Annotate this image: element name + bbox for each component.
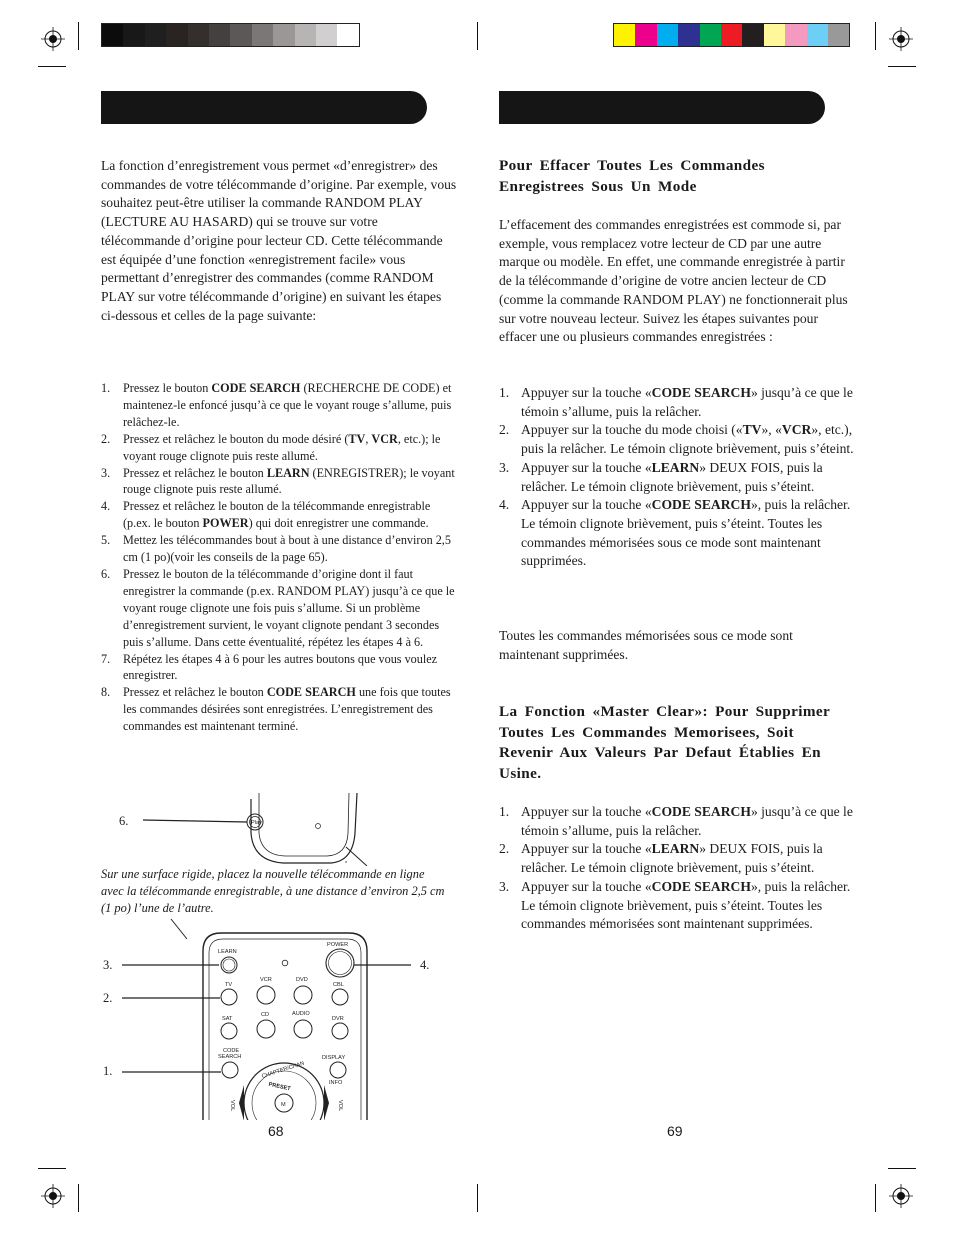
svg-text:POWER: POWER: [327, 942, 349, 948]
step-number: 3.: [499, 459, 510, 475]
registration-mark-icon: [889, 1184, 913, 1208]
step-text: Mettez les télécommandes bout à bout à une distance d’environ 2,5 cm (1 po)(voir les conseils de la page 65).: [123, 533, 451, 565]
color-swatch: [742, 24, 763, 46]
button-name: TV: [742, 422, 762, 438]
right-header-bar: [499, 91, 825, 124]
svg-text:6.: 6.: [119, 814, 129, 828]
left-intro: La fonction d’enregistrement vous permet «d’enregistrer» des commandes de votre télécommande d’origine. Par exemple, vous souhaitez peut-être utiliser la commande RANDOM PLAY (LECTURE AU HASARD) qui se trouve sur votre télécommande d’origine pour lecteur CD. Cette télécommande est équipée d’une fonction «enregistrement facile» vous permettant d’enregistrer des commandes (comme RANDOM PLAY sur votre télécommande d’origine) en suivant les étapes ci-dessous et celles de la page suivante:: [101, 158, 457, 323]
step-item: [101, 380, 457, 431]
button-name: LEARN: [266, 465, 310, 480]
audio-button: [294, 1020, 312, 1038]
step-number: 8.: [101, 685, 111, 700]
button-name: POWER: [202, 516, 249, 531]
step-text: une fois que toutes les commandes désirées sont enregistrées. L’enregistrement des commandes est maintenant terminé.: [123, 685, 451, 734]
button-name: CODE SEARCH: [211, 381, 301, 395]
step-item: [101, 498, 457, 532]
svg-text:TV: TV: [225, 982, 233, 988]
color-swatch: [678, 24, 699, 46]
svg-text:AUDIO: AUDIO: [292, 1011, 310, 1017]
right-heading-1: Pour Effacer Toutes Les Commandes Enregistrees Sous Un Mode: [499, 157, 765, 195]
step-text: (ENREGISTRER); le voyant rouge clignote puis reste allumé.: [123, 465, 455, 497]
button-name: TV: [348, 431, 366, 446]
step-text: Appuyer sur la touche «: [521, 804, 652, 819]
dvr-button: [332, 1023, 348, 1039]
step-number: 6.: [101, 566, 111, 581]
color-swatch: [295, 24, 316, 46]
step-item: [101, 566, 457, 651]
svg-text:VOL: VOL: [337, 1100, 343, 1112]
right-heading-2: La Fonction «Master Clear»: Pour Supprimer Toutes Les Commandes Memorisees, Soit Revenir Aux Valeurs Par Defaut Établies En Usine.: [499, 703, 830, 782]
color-swatch: [614, 24, 635, 46]
code-search-button: [222, 1062, 238, 1078]
color-swatch: [337, 24, 358, 46]
svg-text:VOL: VOL: [229, 1100, 235, 1112]
step-text: Pressez et relâchez le bouton: [123, 465, 267, 480]
color-swatch: [166, 24, 187, 46]
step-item: [101, 684, 457, 735]
right-after-text: Toutes les commandes mémorisées sous ce mode sont maintenant supprimées.: [499, 628, 793, 662]
step-text: » jusqu’à ce que le témoin s’allume, puis la relâcher.: [521, 804, 853, 838]
color-swatch: [123, 24, 144, 46]
color-swatch: [807, 24, 828, 46]
right-steps-list-1: [499, 384, 855, 571]
step-number: 4.: [101, 499, 111, 514]
button-name: CODE SEARCH: [651, 878, 751, 894]
svg-text:Play: Play: [251, 820, 262, 826]
step-number: 1.: [101, 381, 111, 395]
step-number: 1.: [499, 804, 510, 819]
step-text: » jusqu’à ce que le témoin s’allume, puis la relâcher.: [521, 385, 853, 419]
color-swatch: [273, 24, 294, 46]
svg-text:INFO: INFO: [329, 1080, 343, 1086]
svg-text:1.: 1.: [103, 1064, 113, 1078]
original-remote-outline: [251, 793, 357, 863]
step-number: 3.: [499, 878, 510, 894]
color-swatch: [785, 24, 806, 46]
color-swatch: [209, 24, 230, 46]
svg-text:VCR: VCR: [260, 977, 272, 983]
color-bar: [613, 23, 850, 47]
registration-mark-icon: [889, 27, 913, 51]
svg-text:DVR: DVR: [332, 1016, 344, 1022]
step-text: Pressez le bouton: [123, 381, 212, 395]
grayscale-bar: [101, 23, 360, 47]
step-number: 4.: [499, 497, 510, 513]
step-text: Appuyer sur la touche «: [521, 385, 652, 400]
svg-text:SEARCH: SEARCH: [218, 1054, 242, 1060]
svg-text:PRESET: PRESET: [267, 1081, 292, 1093]
step-item: [101, 651, 457, 685]
color-swatch: [828, 24, 849, 46]
svg-text:CD: CD: [261, 1012, 270, 1018]
step-item: [499, 421, 855, 458]
step-item: [499, 459, 855, 496]
sat-button: [221, 1023, 237, 1039]
step-item: [499, 803, 855, 840]
color-swatch: [700, 24, 721, 46]
svg-text:M: M: [281, 1102, 286, 1108]
tv-button: [221, 989, 237, 1005]
step-text: », puis la relâcher. Le témoin clignote brièvement, puis s’éteint. Toutes les commandes mémorisées sont maintenant supprimées.: [521, 878, 851, 932]
left-caption: Sur une surface rigide, placez la nouvelle télécommande en ligne avec la télécommande enregistrable, à une distance d’environ 2,5 cm (1 po) l’une de l’autre.: [101, 866, 446, 918]
button-name: CODE SEARCH: [651, 497, 751, 513]
step-text: Pressez et relâchez le bouton de la télécommande enregistrable (p.ex. le bouton: [123, 499, 431, 531]
step-item: [499, 840, 855, 877]
step-text: , etc.); le voyant rouge clignote puis reste allumé.: [123, 431, 441, 463]
svg-text:CBL: CBL: [333, 982, 344, 988]
step-text: Appuyer sur la touche «: [521, 459, 652, 475]
svg-text:2.: 2.: [103, 991, 113, 1005]
svg-text:CODE: CODE: [223, 1048, 240, 1054]
svg-text:SAT: SAT: [222, 1016, 233, 1022]
indicator-led-icon: [282, 960, 288, 966]
step-text: Appuyer sur la touche du mode choisi («: [521, 422, 743, 438]
svg-text:DVD: DVD: [296, 977, 308, 983]
step-text: », puis la relâcher. Le témoin clignote brièvement, puis s’éteint. Toutes les commandes mémorisées sous ce mode sont maintenant supprimées.: [521, 497, 851, 569]
svg-text:4.: 4.: [420, 958, 430, 972]
cbl-button: [332, 989, 348, 1005]
step-number: 3.: [101, 465, 111, 480]
learning-remote-outline: [203, 933, 367, 1120]
remote-illustration: [95, 785, 470, 1120]
svg-text:DISPLAY: DISPLAY: [322, 1055, 346, 1061]
step-item: [101, 532, 457, 566]
right-steps-list-2: [499, 803, 855, 934]
color-swatch: [102, 24, 123, 46]
color-swatch: [721, 24, 742, 46]
step-number: 1.: [499, 385, 510, 400]
left-steps-list: [101, 380, 457, 735]
svg-text:3.: 3.: [103, 958, 113, 972]
step-text: Pressez le bouton de la télécommande d’origine dont il faut enregistrer la commande (p.ex. RANDOM PLAY) jusqu’à ce que le voyant rouge clignote une fois puis s’allume. Si un problème d’enregistrement survient, le voyant clignote pendant 3 secondes puis s’allume. Dans cette éventualité, répétez les étapes 4 à 6.: [123, 566, 455, 649]
step-number: 2.: [499, 841, 510, 857]
step-text: Appuyer sur la touche «: [521, 497, 652, 513]
color-swatch: [316, 24, 337, 46]
dvd-button: [294, 986, 312, 1004]
color-swatch: [657, 24, 678, 46]
step-text: Pressez et relâchez le bouton du mode désiré (: [123, 431, 349, 446]
power-button: [326, 949, 354, 977]
step-item: [499, 496, 855, 571]
button-name: LEARN: [651, 841, 700, 857]
step-number: 2.: [101, 431, 111, 446]
button-name: CODE SEARCH: [266, 685, 356, 700]
color-swatch: [230, 24, 251, 46]
cd-button: [257, 1020, 275, 1038]
button-name: CODE SEARCH: [651, 385, 751, 400]
step-text: Pressez et relâchez le bouton: [123, 685, 267, 700]
button-name: VCR: [371, 431, 398, 446]
step-text: Appuyer sur la touche «: [521, 841, 652, 857]
button-name: LEARN: [651, 459, 700, 475]
step-text: » DEUX FOIS, puis la relâcher. Le témoin clignote brièvement, puis s’éteint.: [521, 841, 823, 876]
step-text: (RECHERCHE DE CODE) et maintenez-le enfoncé jusqu’à ce que le voyant rouge s’allume, puis relâchez-le.: [123, 381, 452, 429]
color-swatch: [188, 24, 209, 46]
step-text: Appuyer sur la touche «: [521, 878, 652, 894]
vcr-button: [257, 986, 275, 1004]
learn-button: [221, 957, 237, 973]
color-swatch: [635, 24, 656, 46]
step-item: [499, 878, 855, 934]
step-text: », «: [761, 422, 782, 438]
display-button: [330, 1062, 346, 1078]
step-item: [101, 431, 457, 465]
page-number-69: 69: [667, 1123, 683, 1139]
step-text: » DEUX FOIS, puis la relâcher. Le témoin clignote brièvement, puis s’éteint.: [521, 459, 823, 494]
left-header-bar: [101, 91, 427, 124]
svg-text:LEARN: LEARN: [218, 949, 237, 955]
step-number: 5.: [101, 533, 111, 548]
color-swatch: [252, 24, 273, 46]
button-name: CODE SEARCH: [651, 804, 751, 819]
step-item: [499, 384, 855, 421]
step-text: », etc.), puis la relâcher. Le témoin clignote brièvement, puis s’éteint.: [521, 422, 854, 457]
registration-mark-icon: [41, 27, 65, 51]
step-item: [101, 465, 457, 499]
step-text: ) qui doit enregistrer une commande.: [248, 516, 429, 531]
step-text: ,: [365, 431, 372, 446]
svg-text:CHAPTER/CHAN: CHAPTER/CHAN: [261, 1060, 306, 1080]
step-number: 7.: [101, 651, 111, 666]
right-intro: L’effacement des commandes enregistrées est commode si, par exemple, vous remplacez votre lecteur de CD par une autre marque ou modèle. En effet, une commande enregistrée à partir de la télécommande d’origine de votre ancien lecteur de CD (comme la commande RANDOM PLAY) ne fonctionnerait plus sur votre nouveau lecteur. Suivez les étapes suivantes pour effacer une ou plusieurs commandes enregistrées :: [499, 217, 848, 345]
registration-mark-icon: [41, 1184, 65, 1208]
step-text: Répétez les étapes 4 à 6 pour les autres boutons que vous voulez enregistrer.: [123, 651, 438, 683]
color-swatch: [764, 24, 785, 46]
color-swatch: [145, 24, 166, 46]
button-name: VCR: [781, 422, 812, 438]
step-number: 2.: [499, 422, 510, 438]
page-number-68: 68: [268, 1123, 284, 1139]
